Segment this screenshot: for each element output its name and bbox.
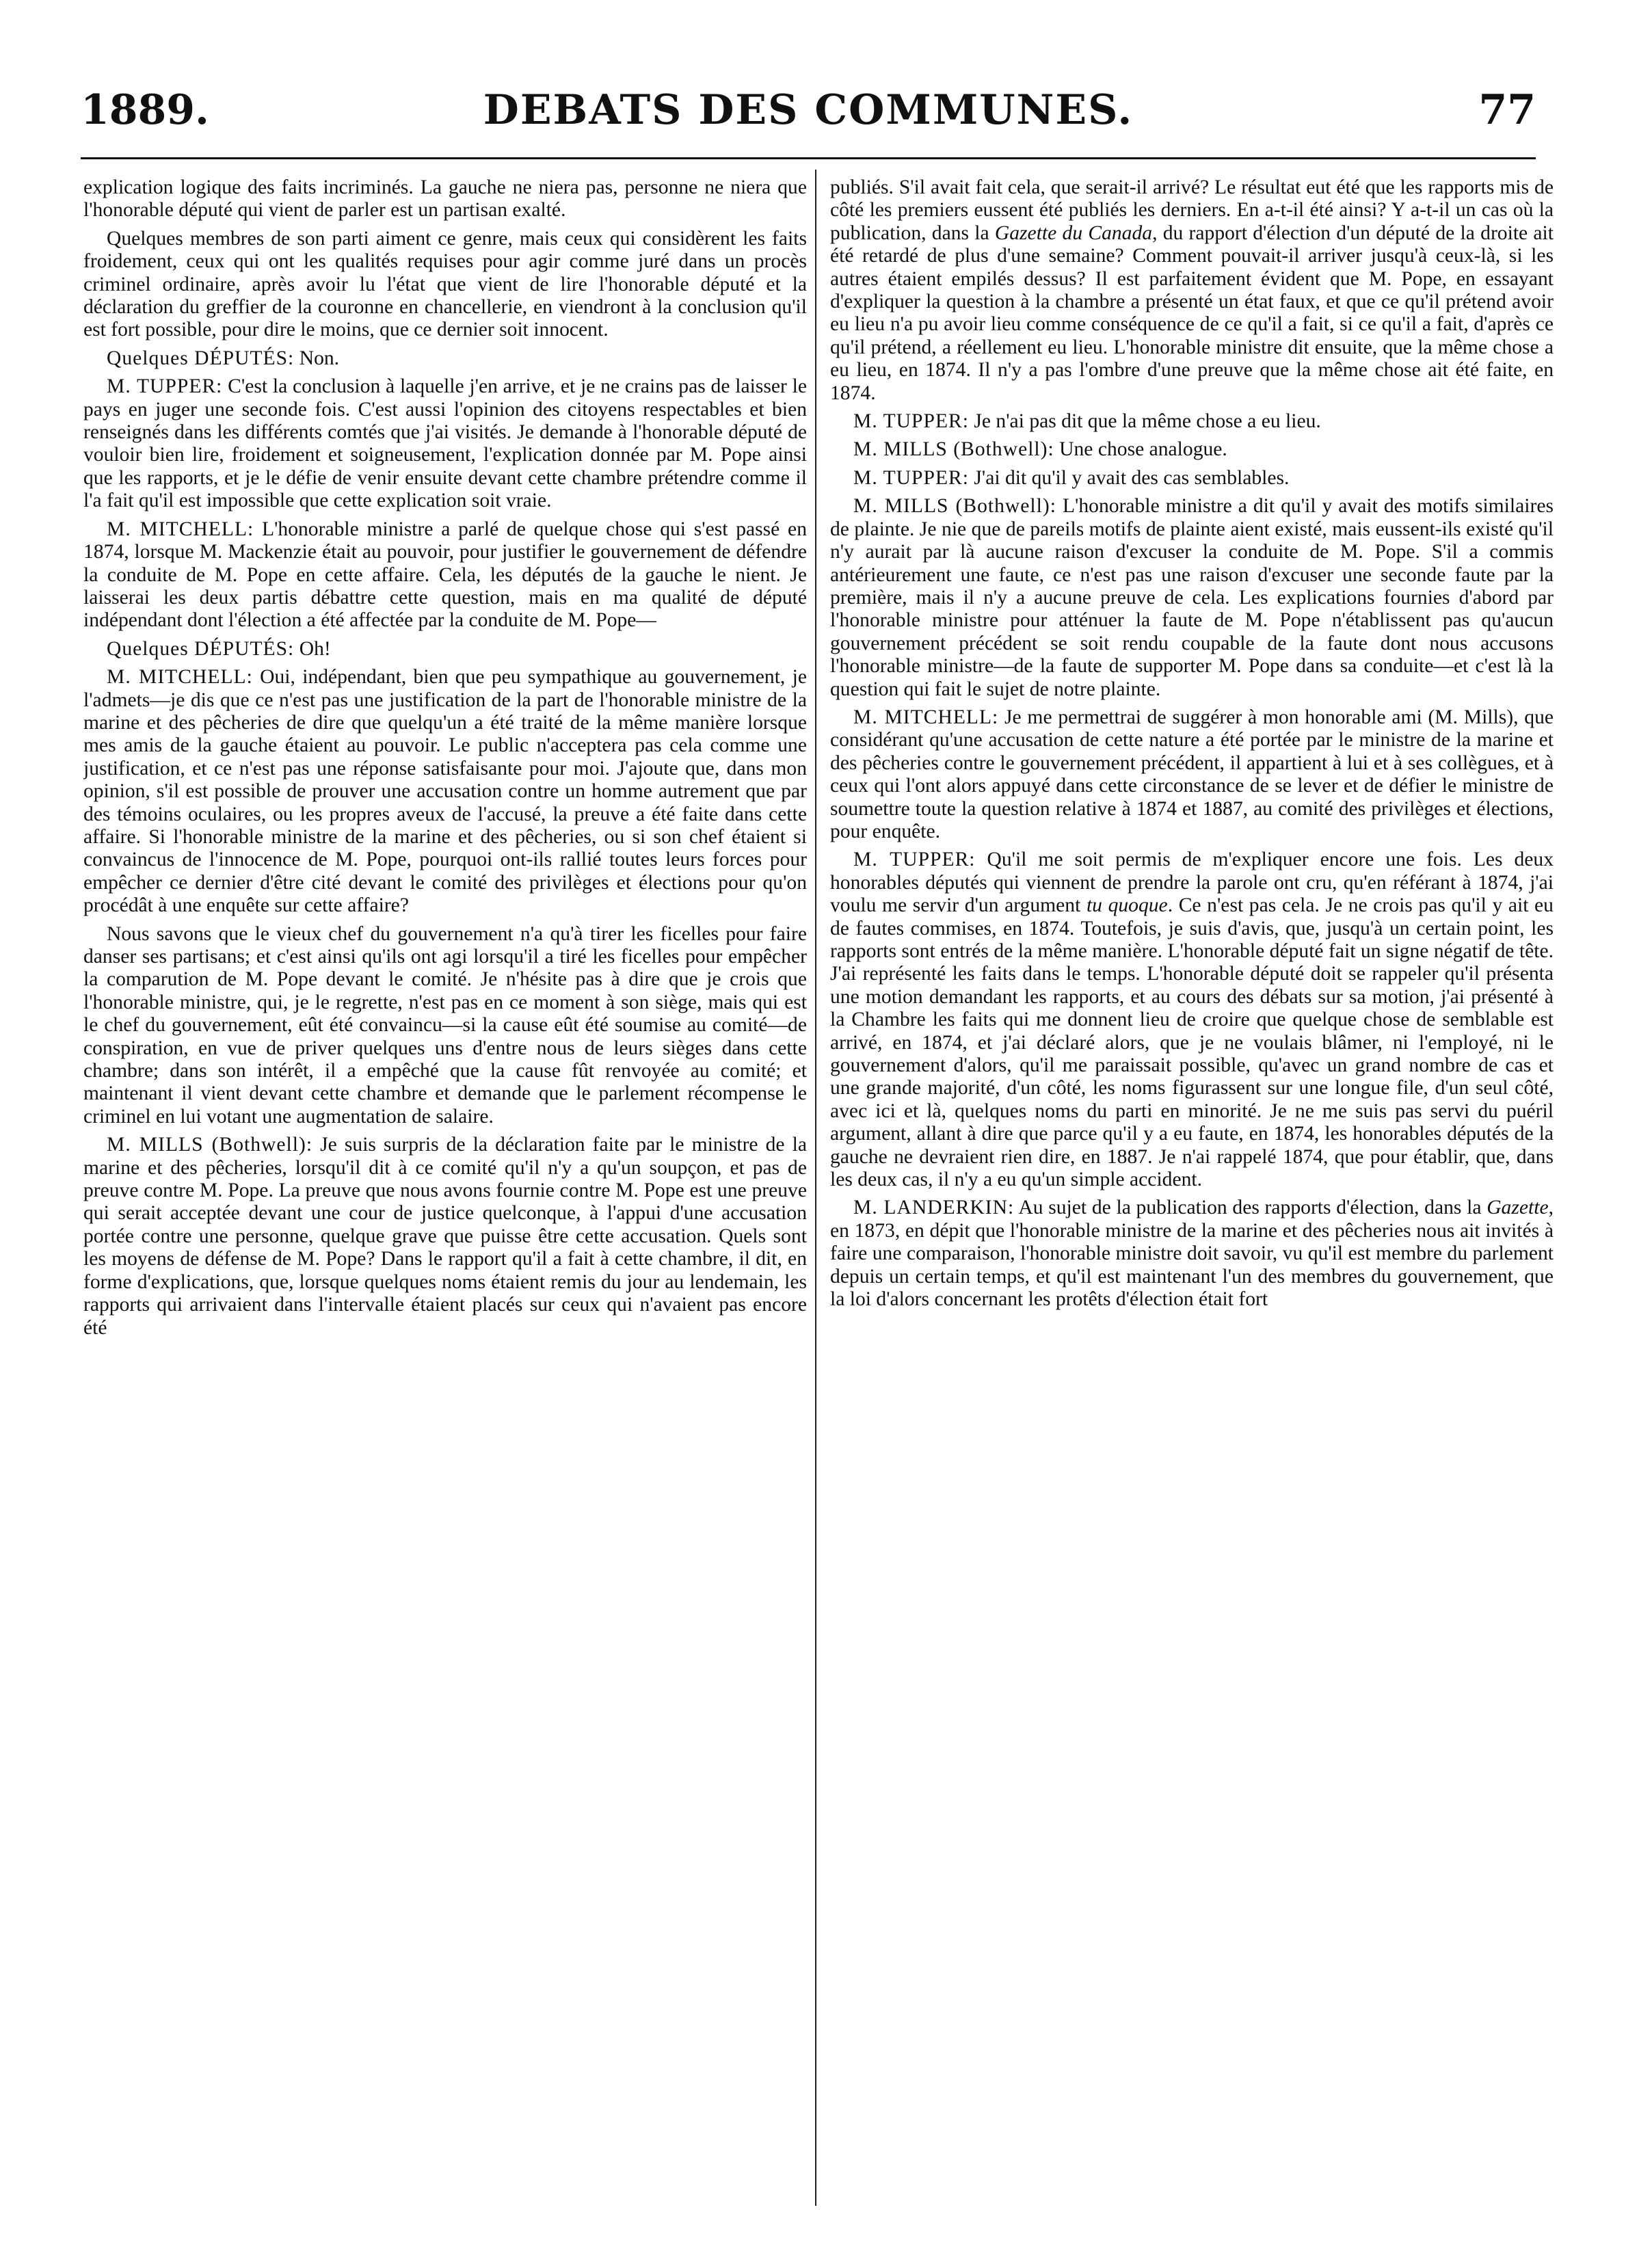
speaker-name: M. TUPPER: <box>107 375 223 398</box>
speaker-paragraph: Quelques DÉPUTÉS: Oh! <box>107 637 331 660</box>
speaker-paragraph: M. MILLS (Bothwell): Je suis surpris de la déclaration faite par le ministre de la marine et des pêcheries, lorsqu'il dit à ce comité qu'il n'y a qu'un soupçon, et pas de preuve contre M. Pope. La preuve que nous avons fournie contre M. Pope est une preuve qui serait acceptée devant une cour de justice quelconque, à l'appui d'une accusation portée contre une personne, quelque grave que puisse être cette accusation. Quels sont les moyens de défense de M. Pope? Dans le rapport qu'il a fait à cette chambre, il dit, en forme d'explications, que, lorsque quelques noms étaient remis du jour au lendemain, les rapports qui arrivaient dans l'intervalle étaient placés sur ceux qui n'avaient pas encore été <box>83 1134 807 1339</box>
speaker-paragraph: M. LANDERKIN: Au sujet de la publication des rapports d'élection, dans la Gazette, en 1873, en dépit que l'honorable ministre de la marine et des pêcheries nous ait invités à faire une comparaison, l'honorable ministre doit savoir, vu qu'il est membre du parlement depuis un certain temps, et qu'il est maintenant l'un des membres du gouvernement, que la loi d'alors concernant les protêts d'élection était fort <box>830 1197 1554 1311</box>
speaker-name: M. TUPPER: <box>853 849 976 871</box>
speaker-name: M. MITCHELL: <box>107 518 254 540</box>
speaker-paragraph: M. MILLS (Bothwell): L'honorable ministre a dit qu'il y avait des motifs similaires de plainte. Je nie que de pareils motifs de plainte aient existé, mais eussent-ils existé qu'il n'y aurait par là aucune raison d'excuser la conduite de M. Pope. S'il a commis antérieurement une faute, ce n'est pas une raison d'excuser une seconde faute par la première, mais il n'y a aucune preuve de cela. Les explications fournies d'abord par l'honorable ministre pour atténuer la faute de M. Pope n'établissent pas qu'aucun gouvernement précédent se soit rendu coupable de la faute dont nous accusons l'honorable ministre—de la faute de supporter M. Pope dans sa conduite—et c'est là la question qui fait le sujet de notre plainte. <box>830 495 1554 700</box>
speaker-paragraph: M. TUPPER: C'est la conclusion à laquelle j'en arrive, et je ne crains pas de laisser le pays en juger une seconde fois. C'est aussi l'opinion des citoyens respectables et bien renseignés dans les différents comtés que j'ai visités. Je demande à l'honorable député de vouloir bien lire, froidement et soigneusement, l'explication donnée par M. Pope ainsi que les rapports, et je le défie de venir ensuite devant cette chambre prétendre comme il l'a fait qu'il est impossible que cette explication soit vraie. <box>83 375 807 512</box>
speaker-name: M. MILLS (Bothwell): <box>853 495 1056 518</box>
speaker-name: Quelques DÉPUTÉS: <box>107 347 295 369</box>
speaker-name: M. TUPPER: <box>853 410 969 433</box>
left-column <box>83 176 807 2213</box>
speaker-paragraph: M. MITCHELL: Je me permettrai de suggérer à mon honorable ami (M. Mills), que considérant qu'une accusation de cette nature a été portée par le ministre de la marine et des pêcheries contre le gouvernement précédent, il appartient à lui et à ses collègues, et à ceux qui l'ont alors appuyé dans cette circonstance de se lever et de défier le ministre de soumettre toute la question relative à 1874 et 1887, au comité des privilèges et élections, pour enquête. <box>830 706 1554 842</box>
speaker-name: Quelques DÉPUTÉS: <box>107 637 295 660</box>
speaker-name: M. LANDERKIN: <box>853 1197 1015 1219</box>
speaker-name: M. MILLS (Bothwell): <box>853 438 1054 461</box>
italic-phrase: tu quoque <box>1086 894 1168 917</box>
speaker-name: M. MITCHELL: <box>107 666 253 689</box>
speaker-paragraph: M. MILLS (Bothwell): Une chose analogue. <box>853 438 1227 461</box>
speaker-paragraph: M. TUPPER: Qu'il me soit permis de m'expliquer encore une fois. Les deux honorables députés qui viennent de prendre la parole ont cru, qu'en référant à 1874, j'ai voulu me servir d'un argument tu quoque. Ce n'est pas cela. Je ne crois pas qu'il y ait eu de fautes commises, en 1874. Toutefois, je suis d'avis, que, jusqu'à un certain point, les rapports sont entrés de la même manière. L'honorable député fait un signe négatif de tête. J'ai représenté les faits dans le temps. L'honorable député doit se rappeler qu'il présenta une motion demandant les rapports, et au cours des débats sur sa motion, j'ai présenté à la Chambre les faits qui me donnent lieu de croire que quelque chose de semblable est arrivé, en 1874, et j'ai déclaré alors, que je ne voulais blâmer, ni l'employé, ni le gouvernement d'alors, qu'il me paraissait possible, qu'avec un grand nombre de cas et une grande majorité, d'un côté, les noms figurassent sur une longue file, d'un seul côté, avec ici et là, quelques noms du parti en minorité. Je ne me suis pas servi du puéril argument, allant à dire que parce qu'il y a eu faute, en 1874, les honorables députés de la gauche ne devraient rien dire, en 1887. Je n'ai rappelé 1874, que pour établir, que, dans les deux cas, il n'y a eu qu'un simple accident. <box>830 849 1554 1191</box>
header-title: DEBATS DES COMMUNES. <box>483 86 1134 134</box>
header-year: 1889. <box>81 86 209 134</box>
speaker-paragraph: M. TUPPER: J'ai dit qu'il y avait des cas semblables. <box>853 466 1290 489</box>
column-divider <box>815 170 816 2206</box>
right-column <box>830 176 1554 2213</box>
speaker-name: M. TUPPER: <box>853 466 969 489</box>
speaker-paragraph: M. MITCHELL: L'honorable ministre a parlé de quelque chose qui s'est passé en 1874, lorsque M. Mackenzie était au pouvoir, pour justifier le gouvernement de défendre la conduite de M. Pope en cette affaire. Cela, les députés de la gauche le nient. Je laisserai les deux partis débattre cette question, mais en ma qualité de député indépendant dont l'élection a été affectée par la conduite de M. Pope— <box>83 518 807 632</box>
speaker-name: M. MITCHELL: <box>853 706 999 728</box>
italic-title: Gazette du Canada <box>994 222 1153 244</box>
italic-title: Gazette <box>1487 1197 1549 1219</box>
paragraph: explication logique des faits incriminés. La gauche ne niera pas, personne ne niera que l'honorable député qui vient de parler est un partisan exalté. <box>83 176 807 222</box>
speaker-paragraph: Quelques DÉPUTÉS: Non. <box>107 347 340 369</box>
header-rule <box>81 157 1536 159</box>
page-header <box>81 81 1536 156</box>
paragraph: Quelques membres de son parti aiment ce genre, mais ceux qui considèrent les faits froidement, ceux qui ont les qualités requises pour agir comme juré dans un procès criminel ordinaire, après avoir lu l'état que vient de lire l'honorable député et la déclaration du greffier de la couronne en chancellerie, en viendront à la conclusion qu'il est fort possible, pour dire le moins, que ce dernier soit innocent. <box>83 227 807 341</box>
page-number: 77 <box>1478 86 1536 134</box>
paragraph: Nous savons que le vieux chef du gouvernement n'a qu'à tirer les ficelles pour faire danser ses partisans; et c'est ainsi qu'ils ont agi lorsqu'il a tiré les ficelles pour empêcher la comparution de M. Pope devant le comité. Je n'hésite pas à dire que je crois que l'honorable ministre, qui, je le regrette, n'est pas en ce moment à son siège, mais qui est le chef du gouvernement, eût été convaincu—si la cause eût été soumise au comité—de conspiration, en vue de priver quelques uns d'entre nous de leurs sièges dans cette chambre; dans son intérêt, il a empêché que la cause fût renvoyée au comité; et maintenant il vient devant cette chambre et demande que le parlement récompense le criminel en lui votant une augmentation de salaire. <box>83 922 807 1128</box>
speaker-paragraph: M. MITCHELL: Oui, indépendant, bien que peu sympathique au gouvernement, je l'admets—je dis que ce n'est pas une justification de la part de l'honorable ministre de la marine et des pêcheries de dire que quelqu'un a été traité de la même manière lorsque mes amis de la gauche étaient au pouvoir. Le public n'acceptera pas cela comme une justification, et ce n'est pas une réponse satisfaisante pour moi. J'ajoute que, dans mon opinion, s'il est possible de prouver une accusation contre un homme autrement que par des témoins oculaires, ou les propres aveux de l'accusé, la preuve a été faite dans cette affaire. Si l'honorable ministre de la marine et des pêcheries, ou si son chef étaient si convaincus de l'innocence de M. Pope, pourquoi ont-ils rallié toutes leurs forces pour empêcher ce dernier d'être cité devant le comité des privilèges et élections pour qu'on procédât à une enquête sur cette affaire? <box>83 666 807 917</box>
paragraph: publiés. S'il avait fait cela, que serait-il arrivé? Le résultat eut été que les rapports mis de côté les premiers eussent été publiés les derniers. En a-t-il été ainsi? Y a-t-il un cas où la publication, dans la Gazette du Canada, du rapport d'élection d'un député de la droite ait été retardé de plus d'une semaine? Comment pouvait-il arriver jusqu'à ceux-là, si les autres étaient empilés dessus? Il est parfaitement évident que M. Pope, en essayant d'expliquer la question à la chambre a présenté un état faux, et que ce qu'il prétend avoir eu lieu n'a pu avoir lieu comme conséquence de ce qu'il a fait, si ce qu'il a fait, d'après ce qu'il prétend, a réellement eu lieu. L'honorable ministre dit ensuite, que la même chose a eu lieu, en 1874. Il n'y a pas l'ombre d'une preuve que la même chose ait été faite, en 1874. <box>830 176 1554 404</box>
speaker-name: M. MILLS (Bothwell): <box>107 1134 313 1156</box>
speaker-paragraph: M. TUPPER: Je n'ai pas dit que la même chose a eu lieu. <box>853 410 1321 433</box>
